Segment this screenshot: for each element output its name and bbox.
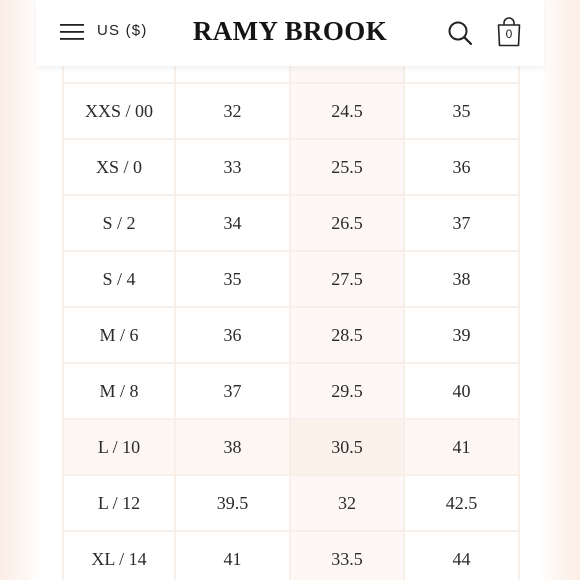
measurement-cell: 26.5: [291, 196, 405, 252]
size-label-cell: L / 10: [62, 420, 176, 476]
measurement-cell: 34: [176, 196, 291, 252]
size-label-cell: XS / 0: [62, 140, 176, 196]
hamburger-menu-icon[interactable]: [60, 23, 84, 41]
table-row: [62, 140, 520, 196]
measurement-cell: 38: [405, 252, 520, 308]
size-table: [62, 28, 520, 580]
measurement-cell: 37: [405, 196, 520, 252]
brand-logo[interactable]: RAMY BROOK: [192, 16, 388, 46]
measurement-cell: 39.5: [176, 476, 291, 532]
table-row: [62, 532, 520, 580]
measurement-cell: 36: [176, 308, 291, 364]
measurement-cell: 30.5: [291, 420, 405, 476]
size-chart: [62, 28, 520, 580]
left-edge-glow: [0, 0, 40, 580]
size-label-cell: S / 4: [62, 252, 176, 308]
table-row: [62, 364, 520, 420]
size-label-cell: XXS / 00: [62, 84, 176, 140]
size-label-cell: L / 12: [62, 476, 176, 532]
table-row: [62, 252, 520, 308]
measurement-cell: 32: [176, 84, 291, 140]
measurement-cell: 33: [176, 140, 291, 196]
measurement-cell: 25.5: [291, 140, 405, 196]
table-row: [62, 84, 520, 140]
measurement-cell: 39: [405, 308, 520, 364]
table-row: [62, 420, 520, 476]
size-label-cell: M / 8: [62, 364, 176, 420]
bag-count-badge: 0: [505, 27, 513, 41]
measurement-cell: 40: [405, 364, 520, 420]
measurement-cell: 42.5: [405, 476, 520, 532]
size-table-body: [62, 28, 520, 580]
measurement-cell: 41: [176, 532, 291, 580]
measurement-cell: 35: [405, 84, 520, 140]
measurement-cell: 33.5: [291, 532, 405, 580]
measurement-cell: 41: [405, 420, 520, 476]
currency-selector[interactable]: US ($): [97, 22, 148, 39]
measurement-cell: 32: [291, 476, 405, 532]
size-label-cell: S / 2: [62, 196, 176, 252]
size-label-cell: XL / 14: [62, 532, 176, 580]
measurement-cell: 27.5: [291, 252, 405, 308]
measurement-cell: 29.5: [291, 364, 405, 420]
shopping-bag-button[interactable]: [496, 17, 522, 47]
measurement-cell: 28.5: [291, 308, 405, 364]
table-row: [62, 196, 520, 252]
measurement-cell: 35: [176, 252, 291, 308]
site-header: [36, 0, 544, 66]
table-row: [62, 308, 520, 364]
search-icon[interactable]: [447, 20, 473, 46]
size-label-cell: M / 6: [62, 308, 176, 364]
measurement-cell: 24.5: [291, 84, 405, 140]
measurement-cell: 44: [405, 532, 520, 580]
measurement-cell: 37: [176, 364, 291, 420]
measurement-cell: 38: [176, 420, 291, 476]
table-row: [62, 476, 520, 532]
measurement-cell: 36: [405, 140, 520, 196]
right-edge-glow: [540, 0, 580, 580]
